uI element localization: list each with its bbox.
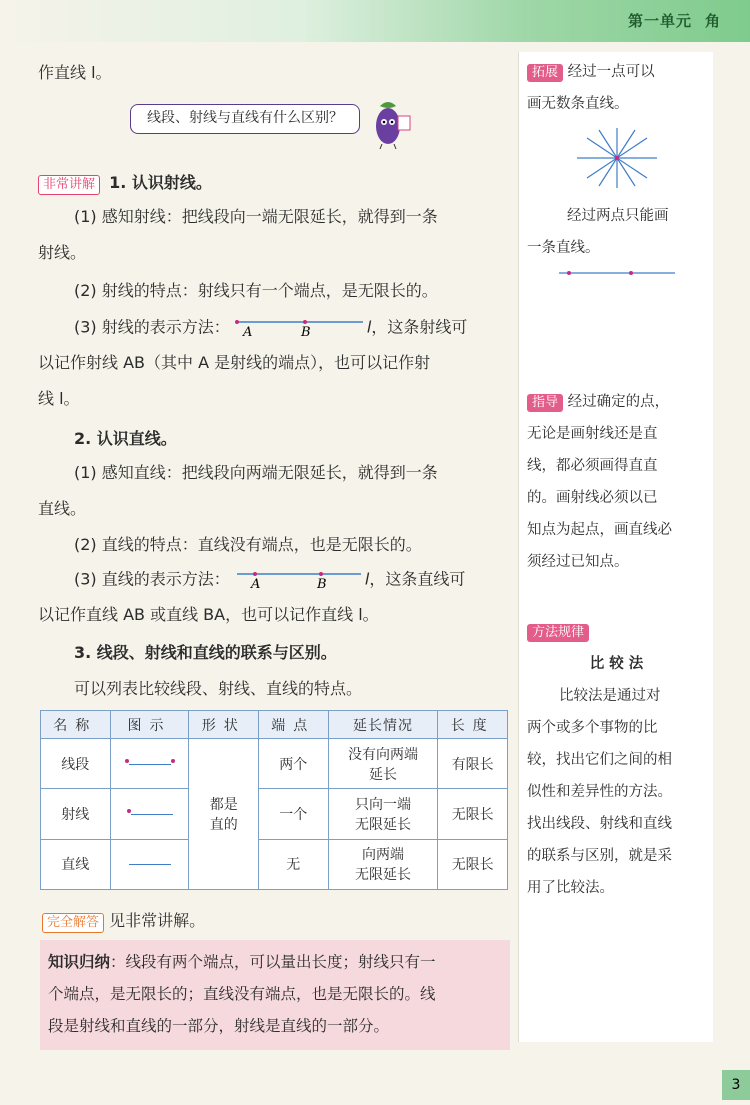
guide-line3: 线，都必须画得直直 xyxy=(527,458,658,474)
unit-label: 第一单元 xyxy=(627,12,692,30)
table-header: 端点 xyxy=(259,711,329,739)
table-header: 图示 xyxy=(110,711,189,739)
cell-extend: 没有向两端 延长 xyxy=(328,739,438,789)
cell-endpoints: 一个 xyxy=(259,789,329,839)
knowledge-summary xyxy=(40,940,510,1050)
line-diagram xyxy=(235,568,365,592)
two-point-line-diagram xyxy=(519,266,714,280)
table-header: 名称 xyxy=(41,711,111,739)
table-row xyxy=(41,789,508,839)
comparison-table xyxy=(40,710,508,890)
cell-shape: 都是 直的 xyxy=(189,739,259,890)
s1-p2: (2) 射线的特点：射线只有一个端点，是无限长的。 xyxy=(74,281,438,300)
section3-title: 3. 线段、射线和直线的联系与区别。 xyxy=(74,643,337,662)
header-bar xyxy=(0,0,750,42)
s2-p3a: (3) 直线的表示方法： xyxy=(74,569,230,589)
table-row xyxy=(41,739,508,789)
page-number: 3 xyxy=(722,1070,750,1100)
guide-line5: 知点为起点，画直线必 xyxy=(527,522,672,538)
method-line7: 用了比较法。 xyxy=(527,880,614,896)
method-tag: 方法规律 xyxy=(527,624,589,642)
s2-p1a: (1) 感知直线：把线段向两端无限延长，就得到一条 xyxy=(74,463,438,482)
answer-tag: 完全解答 xyxy=(42,913,104,933)
cell-extend: 向两端 无限延长 xyxy=(328,839,438,889)
expand-tag: 拓展 xyxy=(527,64,563,82)
eggplant-mascot-icon xyxy=(366,94,414,150)
svg-text:A: A xyxy=(242,325,253,340)
method-title: 比 较 法 xyxy=(589,656,644,672)
knowledge-label: 知识归纳 xyxy=(48,953,111,971)
cell-endpoints: 无 xyxy=(259,839,329,889)
expand-line1: 经过一点可以 xyxy=(567,64,655,80)
knowledge-line3: 段是射线和直线的一部分，射线是直线的一部分。 xyxy=(48,1017,390,1035)
cell-name: 线段 xyxy=(41,739,111,789)
method-line1: 比较法是通过对 xyxy=(559,688,661,704)
segment-figure xyxy=(110,739,189,789)
svg-text:B: B xyxy=(300,325,311,340)
guide-tag: 指导 xyxy=(527,394,563,412)
cell-name: 射线 xyxy=(41,789,111,839)
expand-line4: 一条直线。 xyxy=(527,240,600,256)
ray-figure xyxy=(110,789,189,839)
method-line2: 两个或多个事物的比 xyxy=(527,720,658,736)
sidebar xyxy=(518,52,713,1042)
table-header: 形状 xyxy=(189,711,259,739)
svg-text:A: A xyxy=(250,577,261,592)
s2-p3b: 以记作直线 AB 或直线 BA，也可以记作直线 l。 xyxy=(38,605,379,624)
svg-text:B: B xyxy=(316,577,327,592)
ray-diagram xyxy=(235,316,367,340)
s2-p2: (2) 直线的特点：直线没有端点，也是无限长的。 xyxy=(74,535,422,554)
s1-p3c: 线 l。 xyxy=(38,389,80,408)
cell-name: 直线 xyxy=(41,839,111,889)
method-line3: 较，找出它们之间的相 xyxy=(527,752,672,768)
s3-p1: 可以列表比较线段、射线、直线的特点。 xyxy=(74,679,363,698)
knowledge-line1: ：线段有两个端点，可以量出长度；射线只有一 xyxy=(110,953,436,971)
chapter-label: 角 xyxy=(704,12,720,30)
s2-p1b: 直线。 xyxy=(38,499,87,518)
answer-text: 见非常讲解。 xyxy=(109,911,206,930)
table-header: 长度 xyxy=(438,711,508,739)
cell-length: 无限长 xyxy=(438,839,508,889)
expand-line3: 经过两点只能画 xyxy=(567,208,669,224)
section1-title: 1. 认识射线。 xyxy=(109,173,212,192)
s1-p1b: 射线。 xyxy=(38,243,87,262)
guide-line6: 须经过已知点。 xyxy=(527,554,629,570)
guide-line4: 的。画射线必须以已 xyxy=(527,490,658,506)
line-figure xyxy=(110,839,189,889)
expand-line2: 画无数条直线。 xyxy=(527,96,629,112)
cell-endpoints: 两个 xyxy=(259,739,329,789)
method-line5: 找出线段、射线和直线 xyxy=(527,816,672,832)
knowledge-line2: 个端点，是无限长的；直线没有端点，也是无限长的。线 xyxy=(48,985,436,1003)
section2-title: 2. 认识直线。 xyxy=(74,429,177,448)
method-line4: 似性和差异性的方法。 xyxy=(527,784,672,800)
guide-line1: 经过确定的点， xyxy=(567,394,670,410)
table-header: 延长情况 xyxy=(328,711,438,739)
cell-length: 有限长 xyxy=(438,739,508,789)
s1-p3a: (3) 射线的表示方法： xyxy=(74,317,230,337)
s2-p3a-tail: ，这条直线可 xyxy=(369,569,466,589)
s2-line-name: l xyxy=(364,569,370,589)
question-bubble: 线段、射线与直线有什么区别？ xyxy=(130,104,360,134)
guide-line2: 无论是画射线还是直 xyxy=(527,426,658,442)
explain-tag: 非常讲解 xyxy=(38,175,100,195)
cell-extend: 只向一端 无限延长 xyxy=(328,789,438,839)
intro-text: 作直线 l。 xyxy=(38,63,112,82)
s1-p3b: 以记作射线 AB（其中 A 是射线的端点），也可以记作射 xyxy=(38,353,431,372)
cell-length: 无限长 xyxy=(438,789,508,839)
method-line6: 的联系与区别，就是采 xyxy=(527,848,672,864)
table-header-row xyxy=(41,711,508,739)
s1-p1a: (1) 感知射线：把线段向一端无限延长，就得到一条 xyxy=(74,207,438,226)
star-lines-diagram xyxy=(519,124,714,194)
s1-p3a-tail: ，这条射线可 xyxy=(371,317,468,337)
s1-ray-name: l xyxy=(366,317,372,337)
table-row xyxy=(41,839,508,889)
